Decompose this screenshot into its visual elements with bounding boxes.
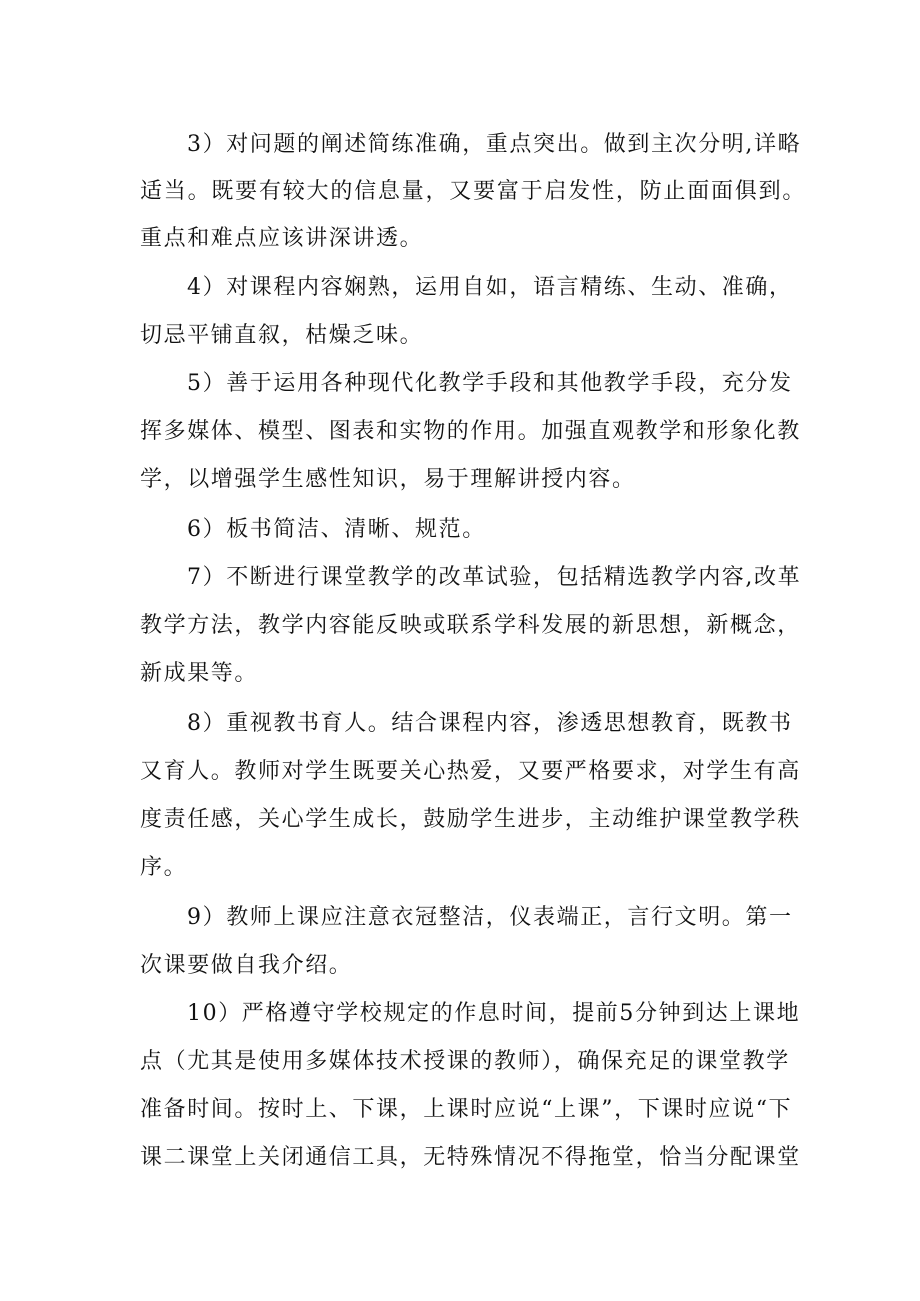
paragraph-line: 又育人。教师对学生既要关心热爱，又要严格要求，对学生有高 [140, 759, 801, 784]
paragraph-line: 新成果等。 [140, 661, 259, 686]
paragraph-line: 序。 [140, 855, 188, 880]
paragraph-line: 度责任感，关心学生成长，鼓励学生进步，主动维护课堂教学秩 [140, 807, 801, 832]
paragraph-line: 7）不断进行课堂教学的改革试验，包括精选教学内容,改革 [187, 565, 802, 590]
paragraph-line: 适当。既要有较大的信息量，又要富于启发性，防止面面俱到。 [140, 179, 806, 204]
paragraph-line: 点（尤其是使用多媒体技术授课的教师），确保充足的课堂教学 [140, 1049, 790, 1074]
paragraph-line: 6）板书简洁、清晰、规范。 [187, 517, 486, 542]
paragraph-line: 10）严格遵守学校规定的作息时间，提前5分钟到达上课地 [187, 1001, 801, 1026]
paragraph-line: 次课要做自我介绍。 [140, 953, 353, 978]
paragraph-line: 课二课堂上关闭通信工具，无特殊情况不得拖堂，恰当分配课堂 [140, 1145, 801, 1170]
paragraph-line: 教学方法，教学内容能反映或联系学科发展的新思想，新概念， [140, 613, 801, 638]
paragraph-line: 8）重视教书育人。结合课程内容，渗透思想教育，既教书 [187, 711, 793, 736]
paragraph-line: 挥多媒体、模型、图表和实物的作用。加强直观教学和形象化教 [140, 419, 801, 444]
paragraph-line: 重点和难点应该讲深讲透。 [140, 226, 424, 251]
paragraph-line: 学，以增强学生感性知识，易于理解讲授内容。 [140, 467, 636, 492]
paragraph-line: 切忌平铺直叙，枯燥乏味。 [140, 323, 424, 348]
paragraph-line: 9）教师上课应注意衣冠整洁，仪表端正，言行文明。第一 [187, 905, 793, 930]
paragraph-line: 3）对问题的阐述简练准确，重点突出。做到主次分明,详略 [187, 132, 802, 157]
paragraph-line: 5）善于运用各种现代化教学手段和其他教学手段，充分发 [187, 371, 793, 396]
paragraph-line: 准备时间。按时上、下课，上课时应说“上课”，下课时应说“下 [140, 1097, 793, 1122]
paragraph-line: 4）对课程内容娴熟，运用自如，语言精练、生动、准确， [187, 275, 793, 300]
